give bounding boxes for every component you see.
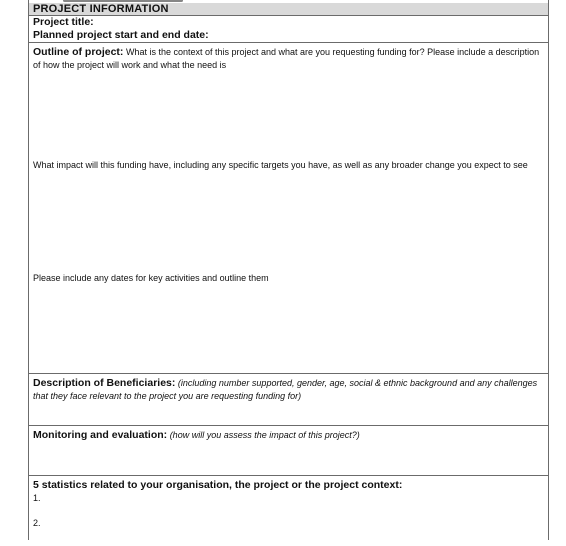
key-dates-prompt: Please include any dates for key activities and outline them — [33, 273, 269, 283]
monitoring-label: Monitoring and evaluation: — [33, 429, 168, 441]
statistics-label: 5 statistics related to your organisation, the project or the project context: — [33, 479, 403, 491]
outline-label: Outline of project: — [33, 46, 124, 58]
statistics-cell[interactable] — [29, 476, 548, 546]
outline-cell[interactable] — [29, 43, 548, 374]
beneficiaries-paragraph — [33, 377, 540, 403]
statistics-item-1[interactable]: 1. — [33, 493, 41, 503]
monitoring-cell[interactable] — [29, 426, 548, 476]
project-header-cell — [29, 3, 548, 43]
section-header: PROJECT INFORMATION — [29, 3, 548, 16]
monitoring-prompt: (how will you assess the impact of this project?) — [169, 430, 360, 440]
beneficiaries-label: Description of Beneficiaries: — [33, 377, 176, 389]
beneficiaries-prompt: (including number supported, gender, age, social & ethnic background and any challenges that they face relevant to the project you are requesting funding for) — [33, 378, 538, 401]
outline-paragraph — [33, 46, 540, 72]
beneficiaries-cell[interactable] — [29, 374, 548, 426]
outline-prompt: What is the context of this project and what are you requesting funding for? Please include a description of how the project will work and what the need is — [33, 47, 540, 70]
impact-prompt: What impact will this funding have, including any specific targets you have, as well as any broader change you expect to see — [33, 160, 528, 170]
project-dates-field[interactable]: Planned project start and end date: — [33, 29, 209, 41]
project-title-field[interactable]: Project title: — [33, 16, 94, 28]
cropped-text-fragment — [63, 0, 183, 2]
monitoring-paragraph — [33, 429, 540, 442]
statistics-item-2[interactable]: 2. — [33, 518, 41, 528]
project-information-form — [28, 0, 549, 540]
